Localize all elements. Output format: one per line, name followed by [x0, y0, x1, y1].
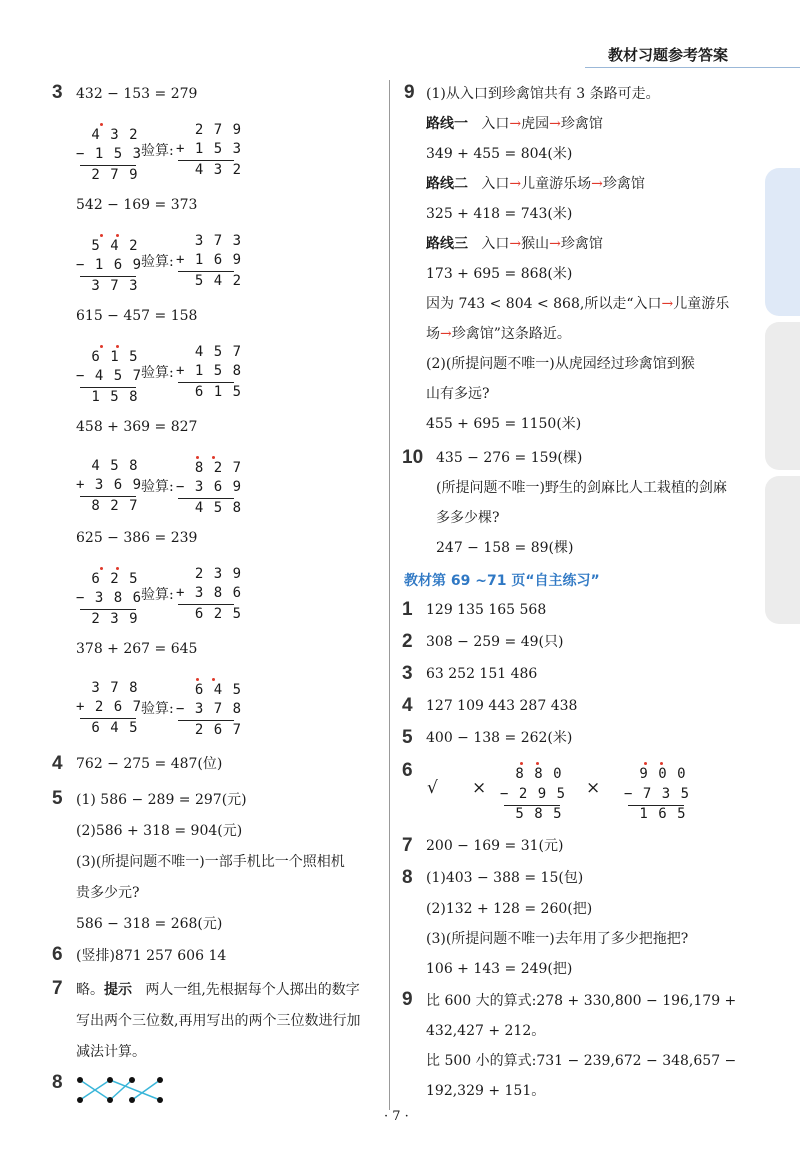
q10-line-1: 435 − 276 = 159(棵): [436, 450, 583, 466]
borrow-dot: [212, 456, 215, 459]
check-top: 6 4 5: [176, 682, 243, 698]
s8-line-3: (3)(所提问题不唯一)去年用了多少把拖把?: [426, 931, 689, 947]
q8-number: 8: [52, 1072, 63, 1093]
match-dot: [77, 1077, 83, 1083]
borrow-dot: [116, 345, 119, 348]
s6-vertical-1-top: 8 8 0: [506, 766, 563, 782]
conclusion-text: 珍禽馆”这条路近。: [451, 326, 571, 342]
arrow-icon: →: [440, 326, 452, 342]
route-stop: 儿童游乐场: [521, 176, 592, 192]
arrow-icon: →: [661, 296, 674, 312]
borrow-dot: [116, 234, 119, 237]
borrow-dot: [100, 123, 103, 126]
route-3: [426, 234, 603, 254]
column-divider: [389, 80, 390, 1110]
check-label: 验算:: [141, 365, 174, 381]
vertical-top: 6 1 5: [82, 349, 139, 365]
s4-answer: 127 109 443 287 438: [426, 698, 578, 714]
s3-number: 3: [402, 663, 413, 684]
s6-vertical-2-top: 9 0 0: [630, 766, 687, 782]
borrow-dot: [536, 762, 539, 765]
q9-conclusion-2: [426, 324, 571, 344]
page-number: · 7 ·: [384, 1109, 409, 1124]
q9-intro: (1)从入口到珍禽馆共有 3 条路可走。: [426, 86, 660, 102]
s6-vertical-2-result: 1 6 5: [630, 806, 687, 822]
vertical-mid: − 4 5 7: [76, 368, 143, 384]
match-dot: [157, 1097, 163, 1103]
vertical-line: [80, 718, 136, 719]
q10-line-4: 247 − 158 = 89(棵): [436, 540, 574, 556]
s9-line-2: 432,427 + 212。: [426, 1023, 546, 1039]
check-line: [178, 160, 234, 161]
route-stop: 珍禽馆: [560, 236, 603, 252]
vertical-result: 2 7 9: [82, 167, 139, 183]
header-rule: [585, 67, 800, 68]
s8-number: 8: [402, 867, 413, 888]
vertical-line: [80, 387, 136, 388]
match-dot: [77, 1097, 83, 1103]
q9-part2-line-2: 山有多远?: [426, 386, 490, 402]
route-2: [426, 174, 645, 194]
s9-line-1: 比 600 大的算式:278 + 330,800 − 196,179 +: [426, 993, 737, 1009]
vertical-line: [80, 609, 136, 610]
check-line: [178, 382, 234, 383]
borrow-dot: [100, 345, 103, 348]
q7-tip-line-3: 减法计算。: [76, 1044, 146, 1060]
check-top: 4 5 7: [176, 344, 243, 360]
vertical-top: 3 7 8: [82, 680, 139, 696]
matching-diagram: [72, 1072, 172, 1112]
route-1: [426, 114, 603, 134]
q5-line-3: (3)(所提问题不唯一)一部手机比一个照相机: [76, 854, 345, 870]
q5-line-4: 贵多少元?: [76, 885, 140, 901]
q5-line-1: (1) 586 − 289 = 297(元): [76, 792, 247, 808]
borrow-dot: [212, 678, 215, 681]
q9-part2-line-1: (2)(所提问题不唯一)从虎园经过珍禽馆到猴: [426, 356, 695, 372]
vertical-mid: − 1 5 3: [76, 146, 143, 162]
borrow-dot: [196, 456, 199, 459]
conclusion-text: 场: [426, 326, 440, 342]
arrow-icon: →: [509, 236, 522, 252]
s9-number: 9: [402, 989, 413, 1010]
check-result: 4 3 2: [176, 162, 243, 178]
check-mid: − 3 7 8: [176, 701, 243, 717]
q5-line-5: 586 − 318 = 268(元): [76, 916, 223, 932]
check-label: 验算:: [141, 479, 174, 495]
route-stop: 虎园: [521, 116, 550, 132]
matching-lines: [80, 1080, 160, 1100]
side-tab-active: [765, 168, 800, 316]
q4-number: 4: [52, 753, 63, 774]
vertical-result: 3 7 3: [82, 278, 139, 294]
check-label: 验算:: [141, 701, 174, 717]
check-top: 2 3 9: [176, 566, 243, 582]
conclusion-text: 因为 743 < 804 < 868,所以走“入口: [426, 296, 662, 312]
route-1-calc: 349 + 455 = 804(米): [426, 146, 573, 162]
q9-number: 9: [404, 82, 415, 103]
vertical-result: 2 3 9: [82, 611, 139, 627]
match-dot: [157, 1077, 163, 1083]
borrow-dot: [116, 567, 119, 570]
route-2-label: 路线二: [426, 176, 468, 192]
vertical-line: [80, 165, 136, 166]
check-mid: − 3 6 9: [176, 479, 243, 495]
check-mark: √: [427, 778, 438, 798]
vertical-top: 5 4 2: [82, 238, 139, 254]
q3-equation-4: 458 + 369 = 827: [76, 419, 198, 435]
check-top: 8 2 7: [176, 460, 243, 476]
check-line: [178, 271, 234, 272]
q7-number: 7: [52, 978, 63, 999]
route-stop: 入口: [481, 116, 510, 132]
borrow-dot: [520, 762, 523, 765]
q10-line-2: (所提问题不唯一)野生的剑麻比人工栽植的剑麻: [436, 480, 727, 496]
check-result: 6 1 5: [176, 384, 243, 400]
route-stop: 入口: [481, 176, 510, 192]
vertical-result: 8 2 7: [82, 498, 139, 514]
route-3-calc: 173 + 695 = 868(米): [426, 266, 573, 282]
s1-answer: 129 135 165 568: [426, 602, 547, 618]
side-tab: [765, 476, 800, 624]
q6-number: 6: [52, 944, 63, 965]
check-top: 3 7 3: [176, 233, 243, 249]
s9-line-4: 192,329 + 151。: [426, 1083, 546, 1099]
route-stop: 入口: [481, 236, 510, 252]
q5-line-2: (2)586 + 318 = 904(元): [76, 823, 243, 839]
q7-tip-line-2: 写出两个三位数,再用写出的两个三位数进行加: [76, 1013, 361, 1029]
match-dot: [107, 1097, 113, 1103]
arrow-icon: →: [549, 116, 561, 132]
vertical-line: [80, 496, 136, 497]
q7-lead: [76, 980, 360, 1000]
s7-number: 7: [402, 835, 413, 856]
match-dot: [107, 1077, 113, 1083]
q3-equation-3: 615 − 457 = 158: [76, 308, 198, 324]
check-result: 6 2 5: [176, 606, 243, 622]
s5-number: 5: [402, 727, 413, 748]
q9-conclusion-1: [426, 294, 729, 314]
q4-answer: 762 − 275 = 487(位): [76, 756, 223, 772]
section-heading: 教材第 69 ~71 页“自主练习”: [404, 573, 600, 589]
match-dot: [129, 1077, 135, 1083]
vertical-mid: − 3 8 6: [76, 590, 143, 606]
s8-line-1: (1)403 − 388 = 15(包): [426, 870, 584, 886]
q10-number: 10: [402, 447, 424, 468]
s2-answer: 308 − 259 = 49(只): [426, 634, 564, 650]
check-mid: + 3 8 6: [176, 585, 243, 601]
q10-line-3: 多多少棵?: [436, 510, 500, 526]
check-line: [178, 720, 234, 721]
s4-number: 4: [402, 695, 413, 716]
s6-vertical-2-mid: − 7 3 5: [624, 786, 691, 802]
vertical-top: 4 5 8: [82, 458, 139, 474]
vertical-mid: + 3 6 9: [76, 477, 143, 493]
s6-number: 6: [402, 760, 413, 781]
vertical-result: 1 5 8: [82, 389, 139, 405]
q3-equation-2: 542 − 169 = 373: [76, 197, 198, 213]
q3-number: 3: [52, 82, 63, 103]
check-mid: + 1 6 9: [176, 252, 243, 268]
q7-tip-line-1: 两人一组,先根据每个人掷出的数字: [145, 982, 360, 998]
borrow-dot: [644, 762, 647, 765]
vertical-line: [80, 276, 136, 277]
vertical-top: 4 3 2: [82, 127, 139, 143]
s1-number: 1: [402, 599, 413, 620]
check-label: 验算:: [141, 143, 174, 159]
check-label: 验算:: [141, 587, 174, 603]
route-stop: 猴山: [521, 236, 550, 252]
check-top: 2 7 9: [176, 122, 243, 138]
arrow-icon: →: [549, 236, 561, 252]
check-result: 4 5 8: [176, 500, 243, 516]
conclusion-text: 儿童游乐: [673, 296, 730, 312]
arrow-icon: →: [591, 176, 603, 192]
check-line: [178, 498, 234, 499]
s8-line-2: (2)132 + 128 = 260(把): [426, 901, 593, 917]
s5-answer: 400 − 138 = 262(米): [426, 730, 573, 746]
check-result: 5 4 2: [176, 273, 243, 289]
route-1-label: 路线一: [426, 116, 468, 132]
q7-tip-label: 提示: [104, 982, 132, 998]
s6-vertical-1-result: 5 8 5: [506, 806, 563, 822]
s7-answer: 200 − 169 = 31(元): [426, 838, 564, 854]
vertical-mid: − 1 6 9: [76, 257, 143, 273]
q3-equation-6: 378 + 267 = 645: [76, 641, 198, 657]
s8-line-4: 106 + 143 = 249(把): [426, 961, 573, 977]
header-title: 教材习题参考答案: [608, 46, 729, 64]
check-result: 2 6 7: [176, 722, 243, 738]
cross-mark: ×: [586, 778, 601, 798]
q3-equation-5: 625 − 386 = 239: [76, 530, 198, 546]
vertical-result: 6 4 5: [82, 720, 139, 736]
s6-vertical-1-mid: − 2 9 5: [500, 786, 567, 802]
q6-answer: (竖排)871 257 606 14: [76, 948, 227, 964]
s2-number: 2: [402, 631, 413, 652]
check-mid: + 1 5 8: [176, 363, 243, 379]
borrow-dot: [660, 762, 663, 765]
q9-part2-line-3: 455 + 695 = 1150(米): [426, 416, 582, 432]
check-label: 验算:: [141, 254, 174, 270]
borrow-dot: [196, 678, 199, 681]
arrow-icon: →: [509, 116, 522, 132]
check-line: [178, 604, 234, 605]
q5-number: 5: [52, 788, 63, 809]
match-dot: [129, 1097, 135, 1103]
vertical-mid: + 2 6 7: [76, 699, 143, 715]
borrow-dot: [100, 234, 103, 237]
arrow-icon: →: [509, 176, 522, 192]
route-stop: 珍禽馆: [602, 176, 645, 192]
route-2-calc: 325 + 418 = 743(米): [426, 206, 573, 222]
s3-answer: 63 252 151 486: [426, 666, 538, 682]
side-tab: [765, 322, 800, 470]
q3-equation-1: 432 − 153 = 279: [76, 86, 198, 102]
check-mid: + 1 5 3: [176, 141, 243, 157]
s9-line-3: 比 500 小的算式:731 − 239,672 − 348,657 −: [426, 1053, 737, 1069]
route-3-label: 路线三: [426, 236, 468, 252]
cross-mark: ×: [472, 778, 487, 798]
vertical-top: 6 2 5: [82, 571, 139, 587]
q7-omitted: 略。: [76, 982, 104, 998]
route-stop: 珍禽馆: [560, 116, 603, 132]
borrow-dot: [100, 567, 103, 570]
